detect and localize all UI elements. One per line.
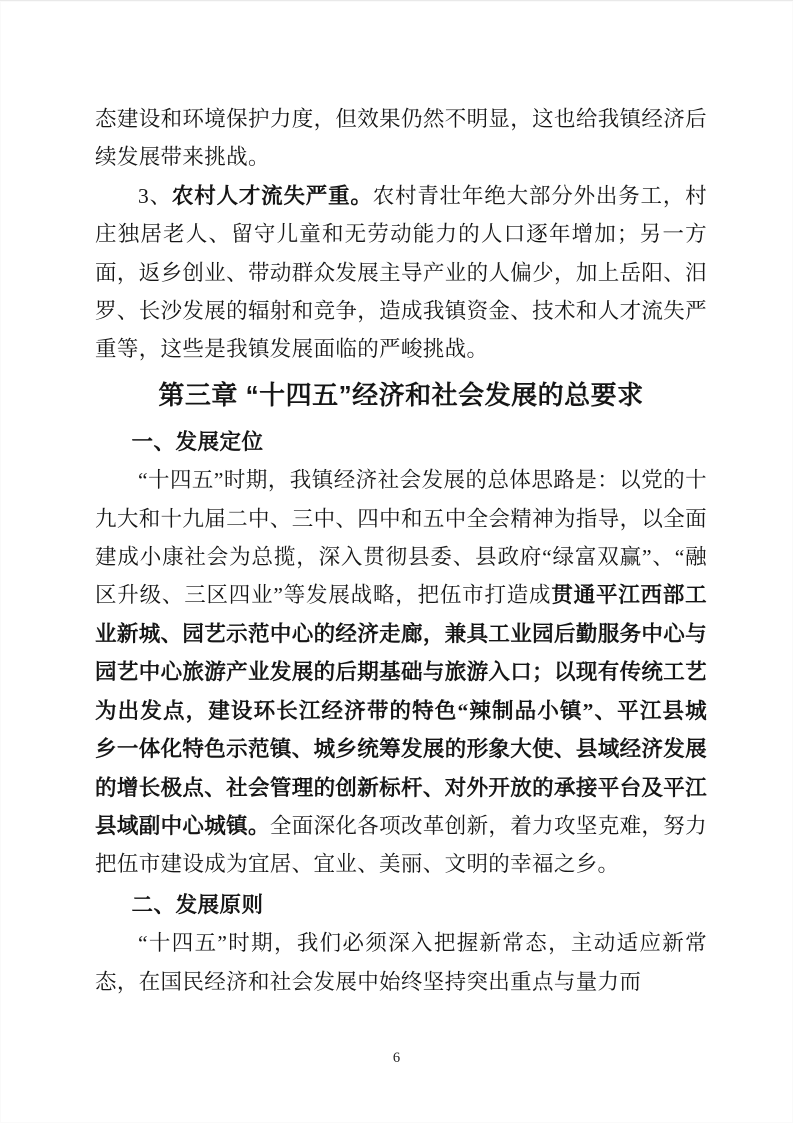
- text-run: 态建设和环境保护力度，但效果仍然不明显，这也给我镇经济后续发展带来挑战。: [95, 107, 707, 170]
- paragraph: [95, 100, 707, 177]
- document-content: [95, 100, 707, 1001]
- text-run: “十四五”时期，我们必须深入把握新常态，主动适应新常态，在国民经济和社会发展中始终坚持突出重点与量力而: [95, 931, 707, 994]
- text-run: 全面深化各项改革创新，着力攻坚克难，努力把伍市建设成为宜居、宜业、美丽、文明的幸福之乡。: [95, 813, 707, 877]
- page-footer: [0, 1048, 793, 1068]
- page-number: 6: [392, 1050, 401, 1066]
- section-heading: 一、发展定位: [131, 429, 264, 454]
- text-run: 农村青壮年绝大部分外出务工，村庄独居老人、留守儿童和无劳动能力的人口逐年增加；另一方面，返乡创业、带动群众发展主导产业的人偏少，加上岳阳、汨罗、长沙发展的辐射和竞争，造成我镇资金、技术和人才流失严重等，这些是我镇发展面临的严峻挑战。: [95, 183, 707, 362]
- paragraph: [95, 177, 707, 369]
- paragraph: [95, 461, 707, 883]
- section-heading: 二、发展原则: [131, 892, 264, 917]
- text-run: “十四五”时期，我镇经济社会发展的总体思路是：以党的十九大和十九届二中、三中、四中和五中全会精神为指导，以全面建成小康社会为总揽，深入贯彻县委、县政府“绿富双赢”、“融区升级、三区四业”等发展战略，把伍市打造成: [95, 468, 707, 608]
- paragraph: [95, 924, 707, 1001]
- bold-text-run: 贯通平江西部工业新城、园艺示范中心的经济走廊，兼具工业园后勤服务中心与园艺中心旅游产业发展的后期基础与旅游入口；以现有传统工艺为出发点，建设环长江经济带的特色“辣制品小镇”、平江县城乡一体化特色示范镇、城乡统筹发展的形象大使、县域经济发展的增长极点、社会管理的创新标杆、对外开放的承接平台及平江县域副中心城镇。: [95, 583, 707, 838]
- chapter-heading: 第三章 “十四五”经济和社会发展的总要求: [158, 379, 644, 410]
- bold-text-run: 农村人才流失严重。: [171, 183, 373, 208]
- text-run: 3、: [138, 183, 172, 208]
